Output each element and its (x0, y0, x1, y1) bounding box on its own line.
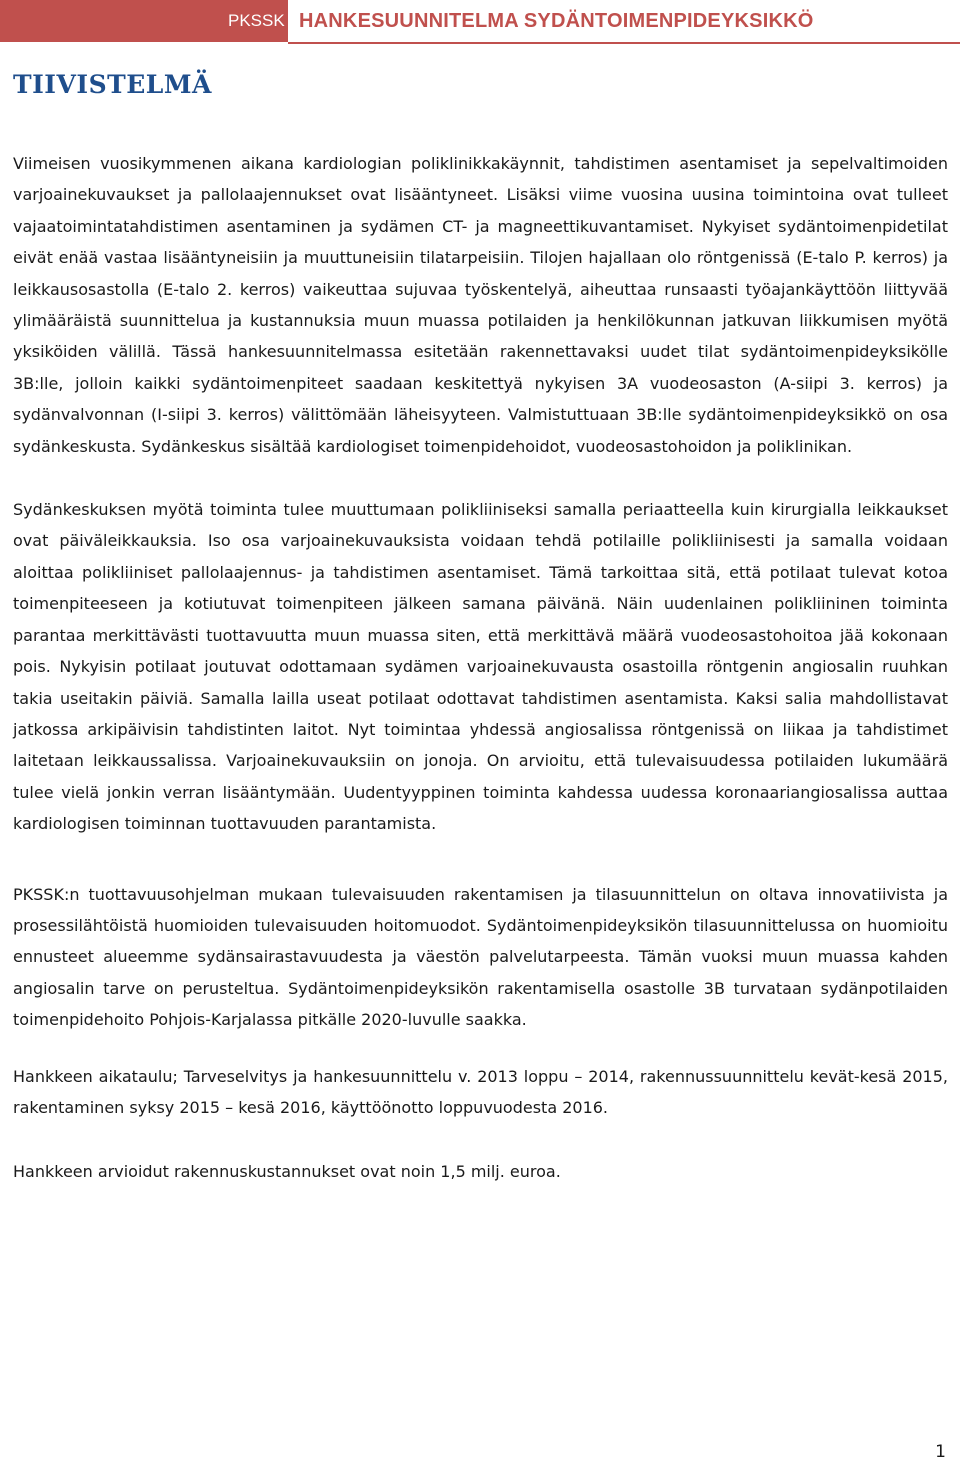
section-heading: TIIVISTELMÄ (13, 70, 212, 99)
paragraph-heart-center: Sydänkeskuksen myötä toiminta tulee muuttumaan polikliiniseksi samalla periaatteella kuin kirurgialla leikkaukset ovat päiväleikkauksia. Iso osa varjoainekuvauksista voidaan tehdä potilaille polikliinisesti ja samalla voidaan aloittaa polikliiniset pallolaajennus- ja tahdistimen asentamiset. Tämä tarkoittaa sitä, että potilaat tulevat kotoa toimenpiteeseen ja kotiutuvat toimenpiteen jälkeen samana päivänä. Näin uudenlainen polikliininen toiminta parantaa merkittävästi tuottavuutta muun muassa siten, että merkittävä määrä vuodeosastohoitoa jää kokonaan pois. Nykyisin potilaat joutuvat odottamaan sydämen varjoainekuvausta osastoilla röntgenin angiosalin ruuhkan takia useitakin päiviä. Samalla lailla useat potilaat odottavat tahdistimen asentamista. Kaksi salia mahdollistavat jatkossa arkipäivisin tahdistinten laitot. Nyt toimintaa yhdessä angiosalissa röntgenissä on liikaa ja tahdistimet laitetaan leikkaussalissa. Varjoainekuvauksiin on jonoja. On arvioitu, että tulevaisuudessa potilaiden lukumäärä tulee vielä jonkin verran lisääntymään. Uudentyyppinen toiminta kahdessa uudessa koronaariangiosalissa auttaa kardiologisen toiminnan tuottavuuden parantamista. (13, 500, 948, 834)
paragraph-schedule: Hankkeen aikataulu; Tarveselvitys ja hankesuunnittelu v. 2013 loppu – 2014, rakennussuunnittelu kevät-kesä 2015, rakentaminen syksy 2015 – kesä 2016, käyttöönotto loppuvuodesta 2016. (13, 1066, 948, 1117)
paragraph-productivity: PKSSK:n tuottavuusohjelman mukaan tulevaisuuden rakentamisen ja tilasuunnittelun on oltava innovatiivista ja prosessilähtöistä huomioiden tulevaisuuden hoitomuodot. Sydäntoimenpideyksikön tilasuunnittelussa on huomioitu ennusteet alueemme sydänsairastavuudesta ja väestön palvelutarpeesta. Tämän vuoksi muun muassa kahden angiosalin tarve on perusteltua. Sydäntoimenpideyksikön rakentamisella osastolle 3B turvataan sydänpotilaiden toimenpidehoito Pohjois-Karjalassa pitkälle 2020-luvulle saakka. (13, 884, 948, 1030)
page-header (0, 0, 960, 44)
summary-body (13, 148, 948, 1188)
header-organization: PKSSK (0, 0, 288, 44)
paragraph-costs: Hankkeen arvioidut rakennuskustannukset ovat noin 1,5 milj. euroa. (13, 1162, 561, 1182)
page-number: 1 (935, 1442, 946, 1462)
header-document-title: HANKESUUNNITELMA SYDÄNTOIMENPIDEYKSIKKÖ (288, 0, 960, 44)
paragraph-background: Viimeisen vuosikymmenen aikana kardiologian poliklinikkakäynnit, tahdistimen asentamiset ja sepelvaltimoiden varjoainekuvaukset ja pallolaajennukset ovat lisääntyneet. Lisäksi viime vuosina uusina toimintoina ovat tulleet vajaatoimintatahdistimen asentaminen ja sydämen CT- ja magneettikuvantamiset. Nykyiset sydäntoimenpidetilat eivät enää vastaa lisääntyneisiin ja muuttuneisiin tilatarpeisiin. Tilojen hajallaan olo röntgenissä (E-talo P. kerros) ja leikkausosastolla (E-talo 2. kerros) vaikeuttaa sujuvaa työskentelyä, aiheuttaa runsaasti työajankäyttöön liittyvää ylimääräistä suunnittelua ja kustannuksia muun muassa potilaiden ja henkilökunnan jatkuvan liikkumisen myötä yksiköiden välillä. Tässä hankesuunnitelmassa esitetään rakennettavaksi uudet tilat sydäntoimenpideyksikölle 3B:lle, jolloin kaikki sydäntoimenpiteet saadaan keskitettyä nykyisen 3A vuodeosaston (A-siipi 3. kerros) ja sydänvalvonnan (I-siipi 3. kerros) välittömään läheisyyteen. Valmistuttuaan 3B:lle sydäntoimenpideyksikkö on osa sydänkeskusta. Sydänkeskus sisältää kardiologiset toimenpidehoidot, vuodeosastohoidon ja poliklinikan. (13, 154, 948, 456)
